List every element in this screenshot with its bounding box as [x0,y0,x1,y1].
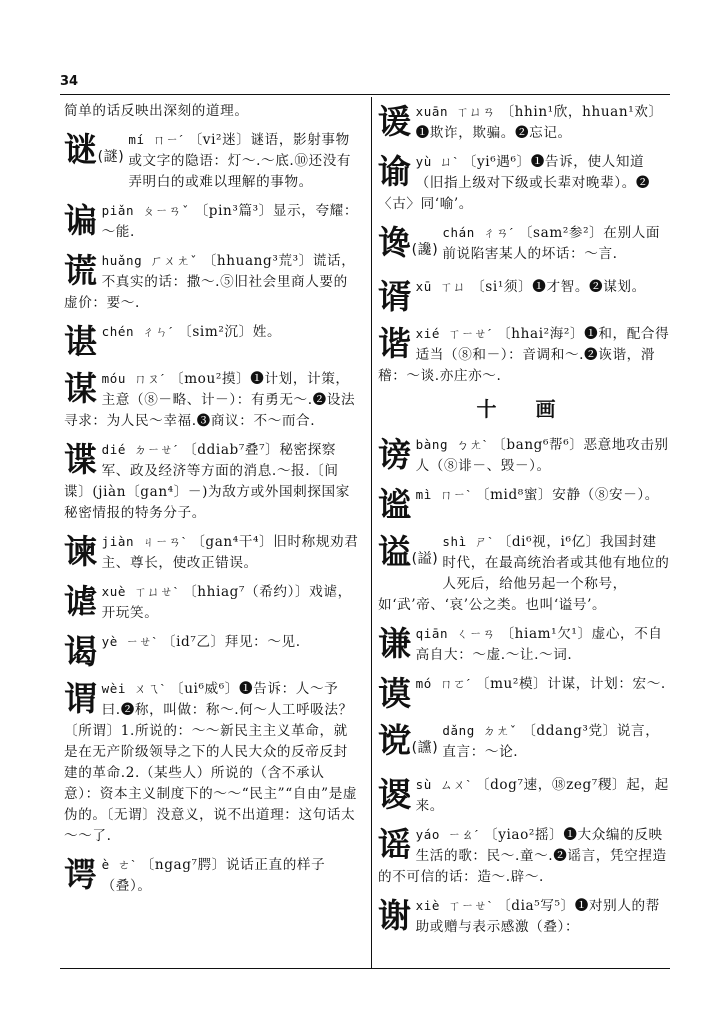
definition: 〔yi⁶遇⁶〕❶告诉，使人知道（旧指上级对下级或长辈对晚辈）。❷〈古〉同‘喻’。 [378,154,651,212]
dictionary-entry [378,434,670,477]
headword-char: 谓 [64,679,98,718]
headword [378,897,412,935]
headword [64,323,98,361]
headword-char: 谤 [378,435,412,474]
definition: 〔id⁷乙〕拜见：～见. [161,634,301,650]
headword-char: 谟 [378,674,412,713]
section-title: 十 画 [476,397,572,421]
traditional-form: (謚) [411,551,439,567]
definition: 〔dia⁵写⁵〕❶对别人的帮助或赠与表示感激（叠）： [415,898,660,935]
left-column [64,101,360,904]
headword-char: 谠 [378,721,412,760]
traditional-form: (讒) [411,242,439,258]
pinyin: yè ㄧㄝˋ [101,634,157,649]
headword [64,370,98,408]
definition: 〔hhin¹欣，hhuan¹欢〕❶欺诈，欺骗。❷忘记。 [415,104,663,141]
dictionary-entry [378,151,670,215]
definition: 〔dog⁷速，⑱zeg⁷稷〕起，起来。 [415,777,669,814]
pinyin: xuè ㄒㄩㄝˋ [101,584,179,599]
headword-char: 谎 [64,251,98,290]
dictionary-entry [378,276,670,316]
headword-char: 谌 [64,322,98,361]
headword-char: 谜 [64,130,98,169]
definition: 〔mou²摸〕❶计划，计策，主意（⑧－略、计－）：有勇无～.❷设法寻求：为人民～幸福.❸商议：不～而合. [64,371,356,429]
dictionary-entry [64,200,360,243]
definition: 〔hhuang³荒³〕谎话，不真实的话：撒～.⑤旧社会里商人要的虚价：要～. [64,253,356,311]
headword [64,856,98,894]
headword [64,533,98,571]
definition: 〔ddiab⁷叠⁷〕秘密探察军、政及经济等方面的消息.～报.〔间谍〕(jiàn〔gan⁴〕－)为敌方或外国刺探国家秘密情报的特务分子。 [64,442,350,521]
pinyin: xié ㄒㄧㄝˊ [415,326,493,341]
headword-char: 谑 [64,582,98,621]
headword-char: 谖 [378,102,412,141]
pinyin: sù ㄙㄨˋ [415,777,471,792]
pinyin: huǎng ㄏㄨㄤˇ [101,253,198,268]
headword [64,441,98,479]
definition: 〔bang⁶帮⁶〕恶意地攻击别人（⑧诽－、毁－）。 [415,437,669,474]
pinyin: mí ㄇㄧˊ [128,132,184,147]
pinyin: jiàn ㄐㄧㄢˋ [101,534,187,549]
definition: 〔mid⁸蜜〕安静（⑧安－）。 [475,487,659,503]
pinyin: chán ㄔㄢˊ [442,225,514,240]
headword [378,625,412,663]
definition: 〔mu²模〕计谋，计划：宏～. [475,676,666,692]
pinyin: móu ㄇㄡˊ [101,371,166,386]
dictionary-entry [378,623,670,666]
headword-char: 谔 [64,855,98,894]
dictionary-entry [64,581,360,624]
dictionary-entry [64,368,360,432]
headword-char: 谞 [378,277,412,316]
dictionary-entry [64,531,360,574]
traditional-form: (讜) [411,740,439,756]
top-rule [60,94,670,95]
dictionary-entry [378,895,670,938]
headword [378,533,438,578]
definition: 〔hiam¹欠¹〕虚心，不自高自大：～虚.～让.～词. [415,626,663,663]
pinyin: piǎn ㄆㄧㄢˇ [101,203,190,218]
column-divider [371,97,372,969]
dictionary-entry [378,531,670,616]
pinyin: wèi ㄨㄟˋ [101,681,166,696]
headword [378,675,412,713]
dictionary-entry [378,222,670,269]
headword-char: 谋 [64,369,98,408]
definition: 〔vi²迷〕谜语，影射事物或文字的隐语：灯～.～底.⑩还没有弄明白的或难以理解的事物。 [128,132,352,190]
headword [378,486,412,524]
pinyin: dié ㄉㄧㄝˊ [101,442,179,457]
right-column [378,101,670,945]
dictionary-entry [378,323,670,387]
traditional-form: (謎) [97,149,125,165]
bottom-rule [60,968,670,969]
headword [378,325,412,363]
definition: 〔di⁶视，i⁶亿〕我国封建时代，在最高统治者或其他有地位的人死后，给他另起一个称号，如‘武’帝、‘哀’公之类。也叫‘谥号’。 [378,534,670,613]
definition: 〔hhai²海²〕❶和，配合得适当（⑧和－）：音调和～.❷诙谐，滑稽：～谈.亦庄亦～. [378,326,670,384]
pinyin: xū ㄒㄩ [415,279,467,294]
pinyin: bàng ㄅㄤˋ [415,437,488,452]
definition: 〔ngag⁷腭〕说话正直的样子（叠）。 [101,857,326,894]
headword [64,202,98,240]
dictionary-entry [64,129,360,193]
definition: 〔yiao²摇〕❶大众编的反映生活的歌：民～.童～.❷谣言，凭空捏造的不可信的话：造～.辟～. [378,827,667,885]
headword [64,633,98,671]
dictionary-entry [378,484,670,524]
pinyin: xiè ㄒㄧㄝˋ [415,898,493,913]
pinyin: è ㄜˋ [101,857,136,872]
headword-char: 谡 [378,775,412,814]
definition: 〔gan⁴干⁴〕旧时称规劝君主、尊长，使改正错误。 [101,534,359,571]
headword-char: 谝 [64,201,98,240]
definition: 〔hhiag⁷（希约）〕戏谑，开玩笑。 [101,584,352,621]
headword-char: 谒 [64,632,98,671]
dictionary-entry [64,439,360,524]
headword [378,103,412,141]
definition: 〔pin³篇³〕显示，夸耀：～能. [101,203,359,240]
pinyin: qiān ㄑㄧㄢ [415,626,496,641]
dictionary-entry [378,673,670,713]
headword [378,722,438,767]
headword-char: 谧 [378,485,412,524]
headword-char: 谗 [378,223,412,262]
definition: 〔ddang³党〕说言，直言：～论. [442,723,660,760]
headword [378,224,438,269]
dictionary-entry [378,720,670,767]
headword [64,583,98,621]
pinyin: chén ㄔㄣˊ [101,324,174,339]
pinyin: mó ㄇㄛˊ [415,676,471,691]
dictionary-entry [378,774,670,817]
pinyin: yù ㄩˋ [415,154,458,169]
pinyin: dǎng ㄉㄤˇ [442,723,518,738]
headword [378,826,412,864]
headword [64,252,98,290]
headword-char: 谍 [64,440,98,479]
pinyin: xuān ㄒㄩㄢ [415,104,496,119]
headword-char: 谥 [378,532,412,571]
headword [64,131,124,176]
dictionary-entry [378,101,670,144]
definition: 〔si¹须〕❶才智。❷谋划。 [471,279,646,295]
dictionary-entry [378,824,670,888]
headword [378,278,412,316]
pinyin: shì ㄕˋ [442,534,493,549]
headword-char: 谣 [378,825,412,864]
definition: 〔ui⁶威⁶〕❶告诉：人～予曰.❷称，叫做：称～.何～人工呼吸法？〔所谓〕1.所说的：～～新民主主义革命，就是在无产阶级领导之下的人民大众的反帝反封建的革命.2.（某些人）所说的（含不承认意）：资本主义制度下的～～“民主”“自由”是虚伪的。〔无谓〕没意义，说不出道理：这句话太～～了. [64,681,358,844]
dictionary-entry [64,321,360,361]
definition: 〔sam²参²〕在别人面前说陷害某人的坏话：～言. [442,225,661,262]
definition: 〔sim²沉〕姓。 [178,324,282,340]
headword [378,436,412,474]
pinyin: yáo ㄧㄠˊ [415,827,480,842]
headword [378,776,412,814]
headword-char: 谐 [378,324,412,363]
continuation-text: 简单的话反映出深刻的道理。 [64,103,249,119]
dictionary-entry [64,631,360,671]
headword-char: 谢 [378,896,412,935]
headword [64,680,98,718]
dictionary-entry [64,854,360,897]
headword-char: 谦 [378,624,412,663]
dictionary-entry [64,250,360,314]
dictionary-entry [64,678,360,847]
headword-char: 谏 [64,532,98,571]
headword-char: 谕 [378,152,412,191]
headword [378,153,412,191]
page-number: 34 [60,74,79,89]
pinyin: mì ㄇㄧˋ [415,487,471,502]
